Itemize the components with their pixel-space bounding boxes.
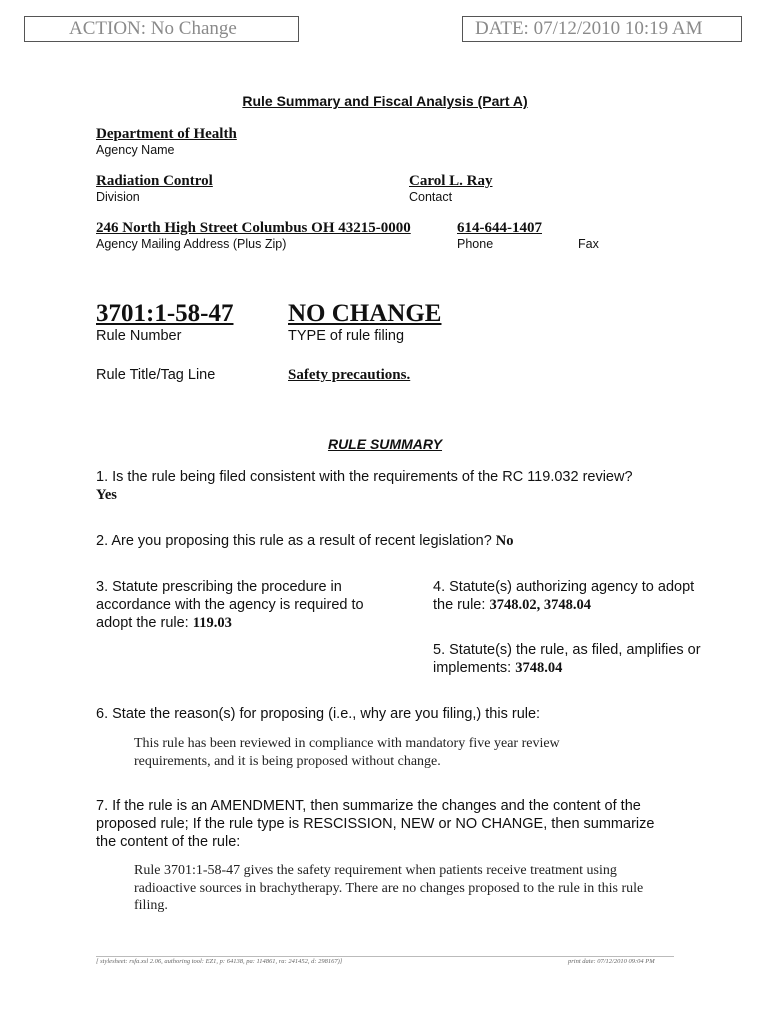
question-2-text: 2. Are you proposing this rule as a result of recent legislation? [96,533,492,549]
rule-filing-type-label: TYPE of rule filing [288,328,405,344]
rule-summary-heading: RULE SUMMARY [327,436,443,452]
rule-number: 3701:1-58-47 [96,300,234,327]
contact-name: Carol L. Ray [409,173,493,189]
rule-title-label: Rule Title/Tag Line [96,367,216,383]
question-4-text: 4. Statute(s) authorizing agency to adopt the rule: [433,579,695,613]
agency-name: Department of Health [96,126,237,142]
answer-2: No [495,533,514,549]
footer-stylesheet-info: [ stylesheet: rsfa.xsl 2.06, authoring tool: EZ1, p: 64138, pa: 114861, ra: 241452, d: 298167)] [96,958,343,965]
answer-4: 3748.02, 3748.04 [489,597,591,613]
footer-divider [96,956,674,957]
rule-filing-type: NO CHANGE [288,300,442,327]
answer-7: Rule 3701:1-58-47 gives the safety requirement when patients receive treatment using radioactive sources in brachytherapy. There are no changes proposed to the rule in this rule filing. [134,863,644,913]
phone-label: Phone [457,237,494,251]
question-7-text: 7. If the rule is an AMENDMENT, then summarize the changes and the content of the proposed rule; If the rule type is RESCISSION, NEW or NO CHANGE, then summarize the content of the rule: [96,798,655,850]
rule-title: Safety precautions. [288,367,411,383]
division-name: Radiation Control [96,173,213,189]
question-7 [96,797,671,851]
answer-6: This rule has been reviewed in compliance with mandatory five year review requirements, and it is being proposed without change. [134,736,560,769]
footer-print-date: print date: 07/12/2010 09:04 PM [568,958,655,965]
agency-address: 246 North High Street Columbus OH 43215-0000 [96,220,411,236]
question-2 [96,532,696,550]
date-text: DATE: 07/12/2010 10:19 AM [475,18,703,39]
question-3-text: 3. Statute prescribing the procedure in accordance with the agency is required to adopt the rule: [96,579,364,631]
question-5 [433,641,723,677]
action-status-box [24,16,299,42]
question-6-text: 6. State the reason(s) for proposing (i.e., why are you filing,) this rule: [96,706,541,722]
question-4 [433,578,713,614]
contact-label: Contact [409,190,453,204]
phone-number: 614-644-1407 [457,220,542,236]
rule-number-label: Rule Number [96,328,182,344]
agency-address-label: Agency Mailing Address (Plus Zip) [96,237,287,251]
action-status-text: ACTION: No Change [69,18,237,39]
answer-1: Yes [96,487,117,503]
answer-3: 119.03 [192,615,232,631]
document-title: Rule Summary and Fiscal Analysis (Part A) [242,93,528,109]
answer-5: 3748.04 [515,660,563,676]
date-box [462,16,742,42]
fax-label: Fax [578,237,599,251]
question-1-text: 1. Is the rule being filed consistent with the requirements of the RC 119.032 review? [96,469,633,485]
question-6 [96,705,716,723]
question-5-text: 5. Statute(s) the rule, as filed, amplifies or implements: [433,642,701,676]
question-3 [96,578,396,632]
question-1 [96,468,656,504]
division-label: Division [96,190,140,204]
agency-name-label: Agency Name [96,143,175,157]
